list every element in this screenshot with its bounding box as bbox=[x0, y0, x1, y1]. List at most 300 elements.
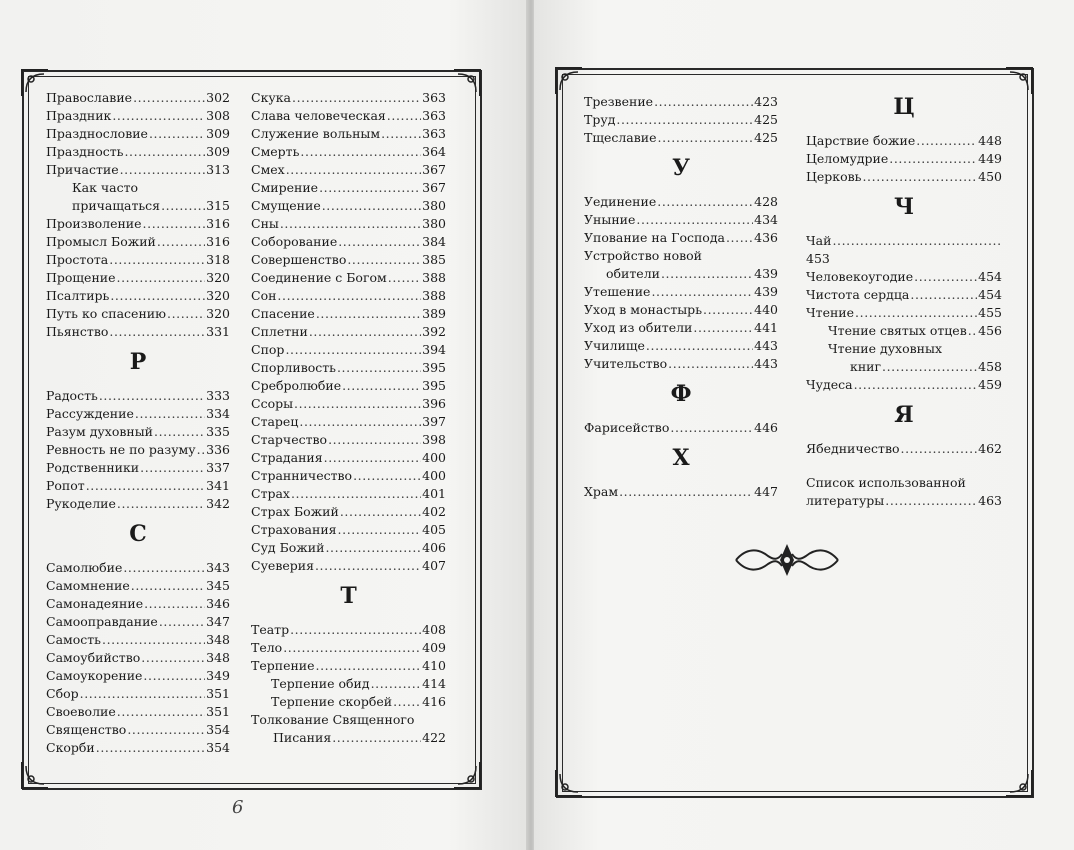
dot-leader bbox=[135, 405, 205, 423]
index-entry-label: Самость bbox=[46, 632, 101, 647]
index-entry-label: Сплетни bbox=[251, 324, 308, 339]
dot-leader bbox=[657, 193, 753, 211]
index-group bbox=[251, 621, 446, 675]
index-entry-page: 309 bbox=[206, 126, 230, 141]
index-entry-page: 441 bbox=[754, 320, 778, 335]
index-group bbox=[806, 268, 1002, 322]
index-entry-page: 351 bbox=[206, 704, 230, 719]
dot-leader bbox=[283, 639, 421, 657]
dot-leader bbox=[726, 229, 753, 247]
index-entry-label: Уход в монастырь bbox=[584, 302, 702, 317]
index-group bbox=[251, 89, 446, 575]
index-entry-page: 402 bbox=[422, 504, 446, 519]
index-entry bbox=[251, 143, 446, 161]
index-entry bbox=[251, 287, 446, 305]
index-entry-page: 428 bbox=[754, 194, 778, 209]
section-letter: С bbox=[129, 521, 147, 547]
index-group bbox=[46, 89, 230, 179]
index-entry bbox=[806, 168, 1002, 186]
index-entry-page: 367 bbox=[422, 162, 446, 177]
index-entry bbox=[251, 233, 446, 251]
index-entry bbox=[46, 631, 230, 649]
index-entry bbox=[806, 376, 1002, 394]
index-entry-page: 416 bbox=[422, 694, 446, 709]
index-entry bbox=[46, 739, 230, 757]
index-entry-page: 363 bbox=[422, 126, 446, 141]
index-entry-label: Утешение bbox=[584, 284, 651, 299]
index-entry bbox=[251, 485, 446, 503]
index-entry-label: Терпение обид bbox=[271, 676, 370, 691]
dot-leader bbox=[693, 319, 753, 337]
index-entry bbox=[251, 377, 446, 395]
index-entry bbox=[46, 215, 230, 233]
index-entry-page: 414 bbox=[422, 676, 446, 691]
index-entry-label: Чистота сердца bbox=[806, 287, 910, 302]
dot-leader bbox=[616, 111, 753, 129]
dot-leader bbox=[316, 305, 421, 323]
dot-leader bbox=[294, 395, 421, 413]
index-entry-page: 349 bbox=[206, 668, 230, 683]
index-entry-label: Спасение bbox=[251, 306, 315, 321]
index-entry-page: 320 bbox=[206, 306, 230, 321]
index-entry-page: 400 bbox=[422, 468, 446, 483]
index-entry bbox=[46, 495, 230, 513]
index-group bbox=[584, 283, 778, 373]
index-entry-label: Сбор bbox=[46, 686, 79, 701]
index-entry-label: Пьянство bbox=[46, 324, 109, 339]
index-entry-label: Учительство bbox=[584, 356, 668, 371]
right-page-column-2 bbox=[806, 92, 1002, 510]
dot-leader bbox=[99, 387, 205, 405]
dot-leader bbox=[124, 143, 205, 161]
index-entry-label: Труд bbox=[584, 112, 616, 127]
section-letter: Х bbox=[672, 445, 690, 471]
index-entry-page: 439 bbox=[754, 266, 778, 281]
index-entry-page: 422 bbox=[422, 730, 446, 745]
index-entry-label: Соборование bbox=[251, 234, 338, 249]
decorative-ornament-icon bbox=[732, 540, 842, 580]
index-entry-page: 410 bbox=[422, 658, 446, 673]
index-entry-page: 425 bbox=[754, 130, 778, 145]
index-entry bbox=[46, 721, 230, 739]
index-entry-page: 456 bbox=[978, 323, 1002, 338]
dot-leader bbox=[332, 729, 421, 747]
index-entry-page: 348 bbox=[206, 632, 230, 647]
index-entry bbox=[46, 143, 230, 161]
dot-leader bbox=[968, 322, 977, 340]
index-entry bbox=[251, 197, 446, 215]
index-entry bbox=[806, 150, 1002, 168]
section-letter: Р bbox=[129, 349, 147, 375]
index-entry-label: Церковь bbox=[806, 169, 862, 184]
index-entry-label: Писания bbox=[273, 730, 332, 745]
index-entry-label: Чай bbox=[806, 233, 832, 248]
index-entry-label: Праздник bbox=[46, 108, 112, 123]
index-entry-page: 343 bbox=[206, 560, 230, 575]
index-entry-page: 409 bbox=[422, 640, 446, 655]
dot-leader bbox=[337, 359, 421, 377]
dot-leader bbox=[292, 89, 421, 107]
dot-leader bbox=[651, 283, 753, 301]
dot-leader bbox=[197, 441, 206, 459]
dot-leader bbox=[855, 304, 977, 322]
index-entry-label: Тело bbox=[251, 640, 283, 655]
dot-leader bbox=[123, 559, 205, 577]
index-entry bbox=[251, 305, 446, 323]
index-entry-label: Училище bbox=[584, 338, 645, 353]
index-entry bbox=[251, 251, 446, 269]
index-entry-page: 309 bbox=[206, 144, 230, 159]
dot-leader bbox=[285, 341, 421, 359]
index-entry-page: 347 bbox=[206, 614, 230, 629]
index-entry bbox=[251, 107, 446, 125]
index-entry bbox=[806, 268, 1002, 286]
index-entry bbox=[584, 129, 778, 147]
index-entry-label: обители bbox=[606, 266, 660, 281]
index-entry-label: Трезвение bbox=[584, 94, 654, 109]
index-group bbox=[584, 93, 778, 147]
dot-leader bbox=[133, 89, 205, 107]
dot-leader bbox=[159, 613, 205, 631]
index-group bbox=[806, 132, 1002, 186]
index-entry-label: Сребролюбие bbox=[251, 378, 342, 393]
index-entry-label: Слава человеческая bbox=[251, 108, 386, 123]
dot-leader bbox=[619, 483, 753, 501]
index-entry-label: Чтение духовных bbox=[828, 341, 943, 356]
dot-leader bbox=[668, 355, 753, 373]
index-entry bbox=[584, 93, 778, 111]
index-entry bbox=[46, 125, 230, 143]
index-entry bbox=[46, 667, 230, 685]
index-entry-label: Произволение bbox=[46, 216, 142, 231]
section-letter: Ч bbox=[893, 194, 915, 220]
index-entry-page: 400 bbox=[422, 450, 446, 465]
index-entry bbox=[271, 693, 446, 711]
dot-leader bbox=[661, 265, 753, 283]
index-entry-page: 394 bbox=[422, 342, 446, 357]
index-entry-page: 423 bbox=[754, 94, 778, 109]
dot-leader bbox=[112, 107, 205, 125]
index-entry-label: Скорби bbox=[46, 740, 95, 755]
index-entry-page: 380 bbox=[422, 216, 446, 231]
dot-leader bbox=[167, 305, 205, 323]
dot-leader bbox=[291, 485, 421, 503]
index-entry-label: Прощение bbox=[46, 270, 116, 285]
index-entry-page: 385 bbox=[422, 252, 446, 267]
dot-leader bbox=[109, 251, 205, 269]
dot-leader bbox=[127, 721, 205, 739]
index-entry bbox=[271, 675, 446, 693]
dot-leader bbox=[80, 685, 206, 703]
index-entry bbox=[251, 639, 446, 657]
index-entry-page: 407 bbox=[422, 558, 446, 573]
index-entry-label: Старчество bbox=[251, 432, 328, 447]
index-entry bbox=[251, 467, 446, 485]
dot-leader bbox=[340, 503, 421, 521]
index-entry-page: 398 bbox=[422, 432, 446, 447]
corner-ornament-icon bbox=[452, 760, 482, 790]
index-group bbox=[46, 387, 230, 513]
index-entry-label: Спор bbox=[251, 342, 285, 357]
index-entry bbox=[46, 305, 230, 323]
index-entry-page: 446 bbox=[754, 420, 778, 435]
index-entry-label: Человекоугодие bbox=[806, 269, 914, 284]
index-group bbox=[806, 440, 1002, 458]
dot-leader bbox=[102, 631, 205, 649]
index-entry-page: 405 bbox=[422, 522, 446, 537]
index-entry bbox=[584, 319, 778, 337]
index-entry bbox=[806, 286, 1002, 304]
dot-leader bbox=[322, 197, 421, 215]
index-entry bbox=[806, 440, 1002, 458]
dot-leader bbox=[916, 132, 977, 150]
index-entry-page: 396 bbox=[422, 396, 446, 411]
dot-leader bbox=[636, 211, 753, 229]
dot-leader bbox=[117, 269, 206, 287]
dot-leader bbox=[120, 161, 206, 179]
index-entry-page: 388 bbox=[422, 270, 446, 285]
index-entry-page: 434 bbox=[754, 212, 778, 227]
dot-leader bbox=[338, 521, 422, 539]
index-entry-page: 425 bbox=[754, 112, 778, 127]
index-entry-label: литературы bbox=[806, 493, 885, 508]
index-entry-label: Скука bbox=[251, 90, 291, 105]
dot-leader bbox=[161, 197, 205, 215]
index-entry-label: Священство bbox=[46, 722, 127, 737]
index-entry-label: Смех bbox=[251, 162, 285, 177]
index-entry bbox=[584, 337, 778, 355]
index-entry-label: Терпение скорбей bbox=[271, 694, 393, 709]
index-entry-page: 440 bbox=[754, 302, 778, 317]
index-entry-label: Самомнение bbox=[46, 578, 130, 593]
index-entry bbox=[584, 283, 778, 301]
index-entry-label: Смущение bbox=[251, 198, 321, 213]
index-entry bbox=[584, 265, 778, 283]
index-entry-label: Промысл Божий bbox=[46, 234, 156, 249]
index-entry-page: 443 bbox=[754, 356, 778, 371]
index-entry-page: 313 bbox=[206, 162, 230, 177]
index-entry-page: 384 bbox=[422, 234, 446, 249]
dot-leader bbox=[157, 233, 205, 251]
index-entry-page: 436 bbox=[754, 230, 778, 245]
index-entry bbox=[251, 179, 446, 197]
index-group bbox=[251, 675, 446, 711]
dot-leader bbox=[140, 459, 205, 477]
index-entry-label: Самоубийство bbox=[46, 650, 141, 665]
dot-leader bbox=[149, 125, 205, 143]
corner-ornament-icon bbox=[1004, 768, 1034, 798]
dot-leader bbox=[371, 675, 422, 693]
index-entry-label: Служение вольным bbox=[251, 126, 381, 141]
index-entry-page: 462 bbox=[978, 441, 1002, 456]
index-entry-label: Православие bbox=[46, 90, 133, 105]
index-entry bbox=[46, 477, 230, 495]
index-entry-label: Псалтирь bbox=[46, 288, 110, 303]
dot-leader bbox=[299, 413, 421, 431]
index-entry-page: 331 bbox=[206, 324, 230, 339]
section-letter: У bbox=[672, 155, 690, 181]
index-entry bbox=[251, 657, 446, 675]
dot-leader bbox=[882, 358, 977, 376]
index-entry-page: 354 bbox=[206, 722, 230, 737]
index-entry bbox=[584, 111, 778, 129]
index-entry-page: 320 bbox=[206, 270, 230, 285]
index-entry bbox=[46, 441, 230, 459]
dot-leader bbox=[387, 107, 421, 125]
index-entry-label: Рукоделие bbox=[46, 496, 116, 511]
index-entry-label: Празднословие bbox=[46, 126, 148, 141]
index-entry bbox=[46, 595, 230, 613]
index-entry-page: 308 bbox=[206, 108, 230, 123]
index-entry bbox=[46, 685, 230, 703]
index-entry-label: Родственники bbox=[46, 460, 140, 475]
dot-leader bbox=[154, 423, 205, 441]
index-entry-page: 380 bbox=[422, 198, 446, 213]
index-entry-page: 408 bbox=[422, 622, 446, 637]
index-group bbox=[584, 419, 778, 437]
index-entry-page: 351 bbox=[206, 686, 230, 701]
index-entry-label: Целомудрие bbox=[806, 151, 889, 166]
dot-leader bbox=[654, 93, 753, 111]
dot-leader bbox=[117, 703, 205, 721]
section-letter: Ф bbox=[670, 381, 692, 407]
index-entry bbox=[806, 492, 1002, 510]
index-entry-page: 454 bbox=[978, 269, 1002, 284]
index-entry-label: Суд Божий bbox=[251, 540, 325, 555]
index-entry-page: 401 bbox=[422, 486, 446, 501]
dot-leader bbox=[670, 419, 753, 437]
dot-leader bbox=[144, 595, 205, 613]
index-entry-label: Уход из обители bbox=[584, 320, 693, 335]
corner-ornament-icon bbox=[554, 66, 584, 96]
index-entry-label: Тщеславие bbox=[584, 130, 657, 145]
index-entry bbox=[46, 459, 230, 477]
index-entry-label: Ропот bbox=[46, 478, 85, 493]
dot-leader bbox=[889, 150, 977, 168]
dot-leader bbox=[325, 539, 421, 557]
dot-leader bbox=[328, 431, 421, 449]
index-entry-label: Спорливость bbox=[251, 360, 336, 375]
index-entry bbox=[251, 161, 446, 179]
index-entry-label: Чтение bbox=[806, 305, 855, 320]
index-entry-page: 453 bbox=[806, 251, 830, 266]
index-entry-label: Смерть bbox=[251, 144, 300, 159]
index-entry-label: Как часто bbox=[72, 180, 139, 195]
index-entry-label: Смирение bbox=[251, 180, 319, 195]
corner-ornament-icon bbox=[20, 68, 50, 98]
index-entry-label: Совершенство bbox=[251, 252, 347, 267]
dot-leader bbox=[315, 557, 421, 575]
index-entry-page: 463 bbox=[978, 493, 1002, 508]
index-entry bbox=[251, 359, 446, 377]
index-entry-label: Самооправдание bbox=[46, 614, 158, 629]
index-entry bbox=[46, 89, 230, 107]
dot-leader bbox=[703, 301, 753, 319]
index-entry bbox=[46, 559, 230, 577]
index-entry-page: 389 bbox=[422, 306, 446, 321]
dot-leader bbox=[141, 649, 205, 667]
index-group bbox=[584, 193, 778, 247]
corner-ornament-icon bbox=[20, 760, 50, 790]
index-entry-label: Упование на Господа bbox=[584, 230, 725, 245]
index-entry-page: 392 bbox=[422, 324, 446, 339]
dot-leader bbox=[143, 215, 206, 233]
section-letter: Я bbox=[894, 402, 914, 428]
index-entry-page: 354 bbox=[206, 740, 230, 755]
index-entry bbox=[251, 449, 446, 467]
index-entry-page: 346 bbox=[206, 596, 230, 611]
index-entry-label: Страх Божий bbox=[251, 504, 339, 519]
index-entry-label: Причастие bbox=[46, 162, 119, 177]
page-number: 6 bbox=[232, 797, 244, 818]
index-entry-label: Страдания bbox=[251, 450, 323, 465]
index-entry bbox=[584, 301, 778, 319]
corner-ornament-icon bbox=[452, 68, 482, 98]
index-entry-page: 448 bbox=[978, 133, 1002, 148]
index-entry-page: 458 bbox=[978, 359, 1002, 374]
index-entry-label: Фарисейство bbox=[584, 420, 670, 435]
index-entry-label: Старец bbox=[251, 414, 299, 429]
index-entry bbox=[46, 197, 230, 215]
index-entry bbox=[46, 107, 230, 125]
index-entry bbox=[251, 539, 446, 557]
index-entry-page: 341 bbox=[206, 478, 230, 493]
index-entry-page: 449 bbox=[978, 151, 1002, 166]
dot-leader bbox=[86, 477, 205, 495]
index-entry bbox=[806, 232, 1002, 250]
index-entry-label: Суеверия bbox=[251, 558, 314, 573]
index-entry bbox=[584, 211, 778, 229]
left-page-column-2 bbox=[251, 89, 446, 747]
index-entry-label: Простота bbox=[46, 252, 109, 267]
index-entry-label: Страхования bbox=[251, 522, 337, 537]
section-letter: Ц bbox=[893, 94, 915, 120]
index-entry-label: книг bbox=[850, 359, 882, 374]
dot-leader bbox=[338, 233, 421, 251]
dot-leader bbox=[832, 232, 1001, 250]
index-entry-label: Сон bbox=[251, 288, 277, 303]
dot-leader bbox=[393, 693, 421, 711]
dot-leader bbox=[388, 269, 421, 287]
index-entry-page: 459 bbox=[978, 377, 1002, 392]
index-entry bbox=[251, 431, 446, 449]
index-entry-page: 454 bbox=[978, 287, 1002, 302]
index-group bbox=[46, 215, 230, 341]
index-entry-page: 320 bbox=[206, 288, 230, 303]
index-entry-label: Праздность bbox=[46, 144, 124, 159]
index-entry bbox=[251, 503, 446, 521]
index-entry bbox=[806, 304, 1002, 322]
index-entry-page: 315 bbox=[206, 198, 230, 213]
index-entry-page: 455 bbox=[978, 305, 1002, 320]
dot-leader bbox=[277, 287, 421, 305]
index-entry-label: Путь ко спасению bbox=[46, 306, 166, 321]
index-entry-page: 364 bbox=[422, 144, 446, 159]
dot-leader bbox=[901, 440, 978, 458]
dot-leader bbox=[885, 492, 977, 510]
index-entry bbox=[46, 423, 230, 441]
index-entry-page: 450 bbox=[978, 169, 1002, 184]
index-entry-page: 318 bbox=[206, 252, 230, 267]
index-entry-label: Ссоры bbox=[251, 396, 294, 411]
index-entry bbox=[46, 703, 230, 721]
index-entry-page: 336 bbox=[206, 442, 230, 457]
index-entry-label: Разум духовный bbox=[46, 424, 154, 439]
index-entry bbox=[251, 729, 446, 747]
corner-ornament-icon bbox=[554, 768, 584, 798]
index-entry-label: Своеволие bbox=[46, 704, 116, 719]
index-entry-page: 406 bbox=[422, 540, 446, 555]
